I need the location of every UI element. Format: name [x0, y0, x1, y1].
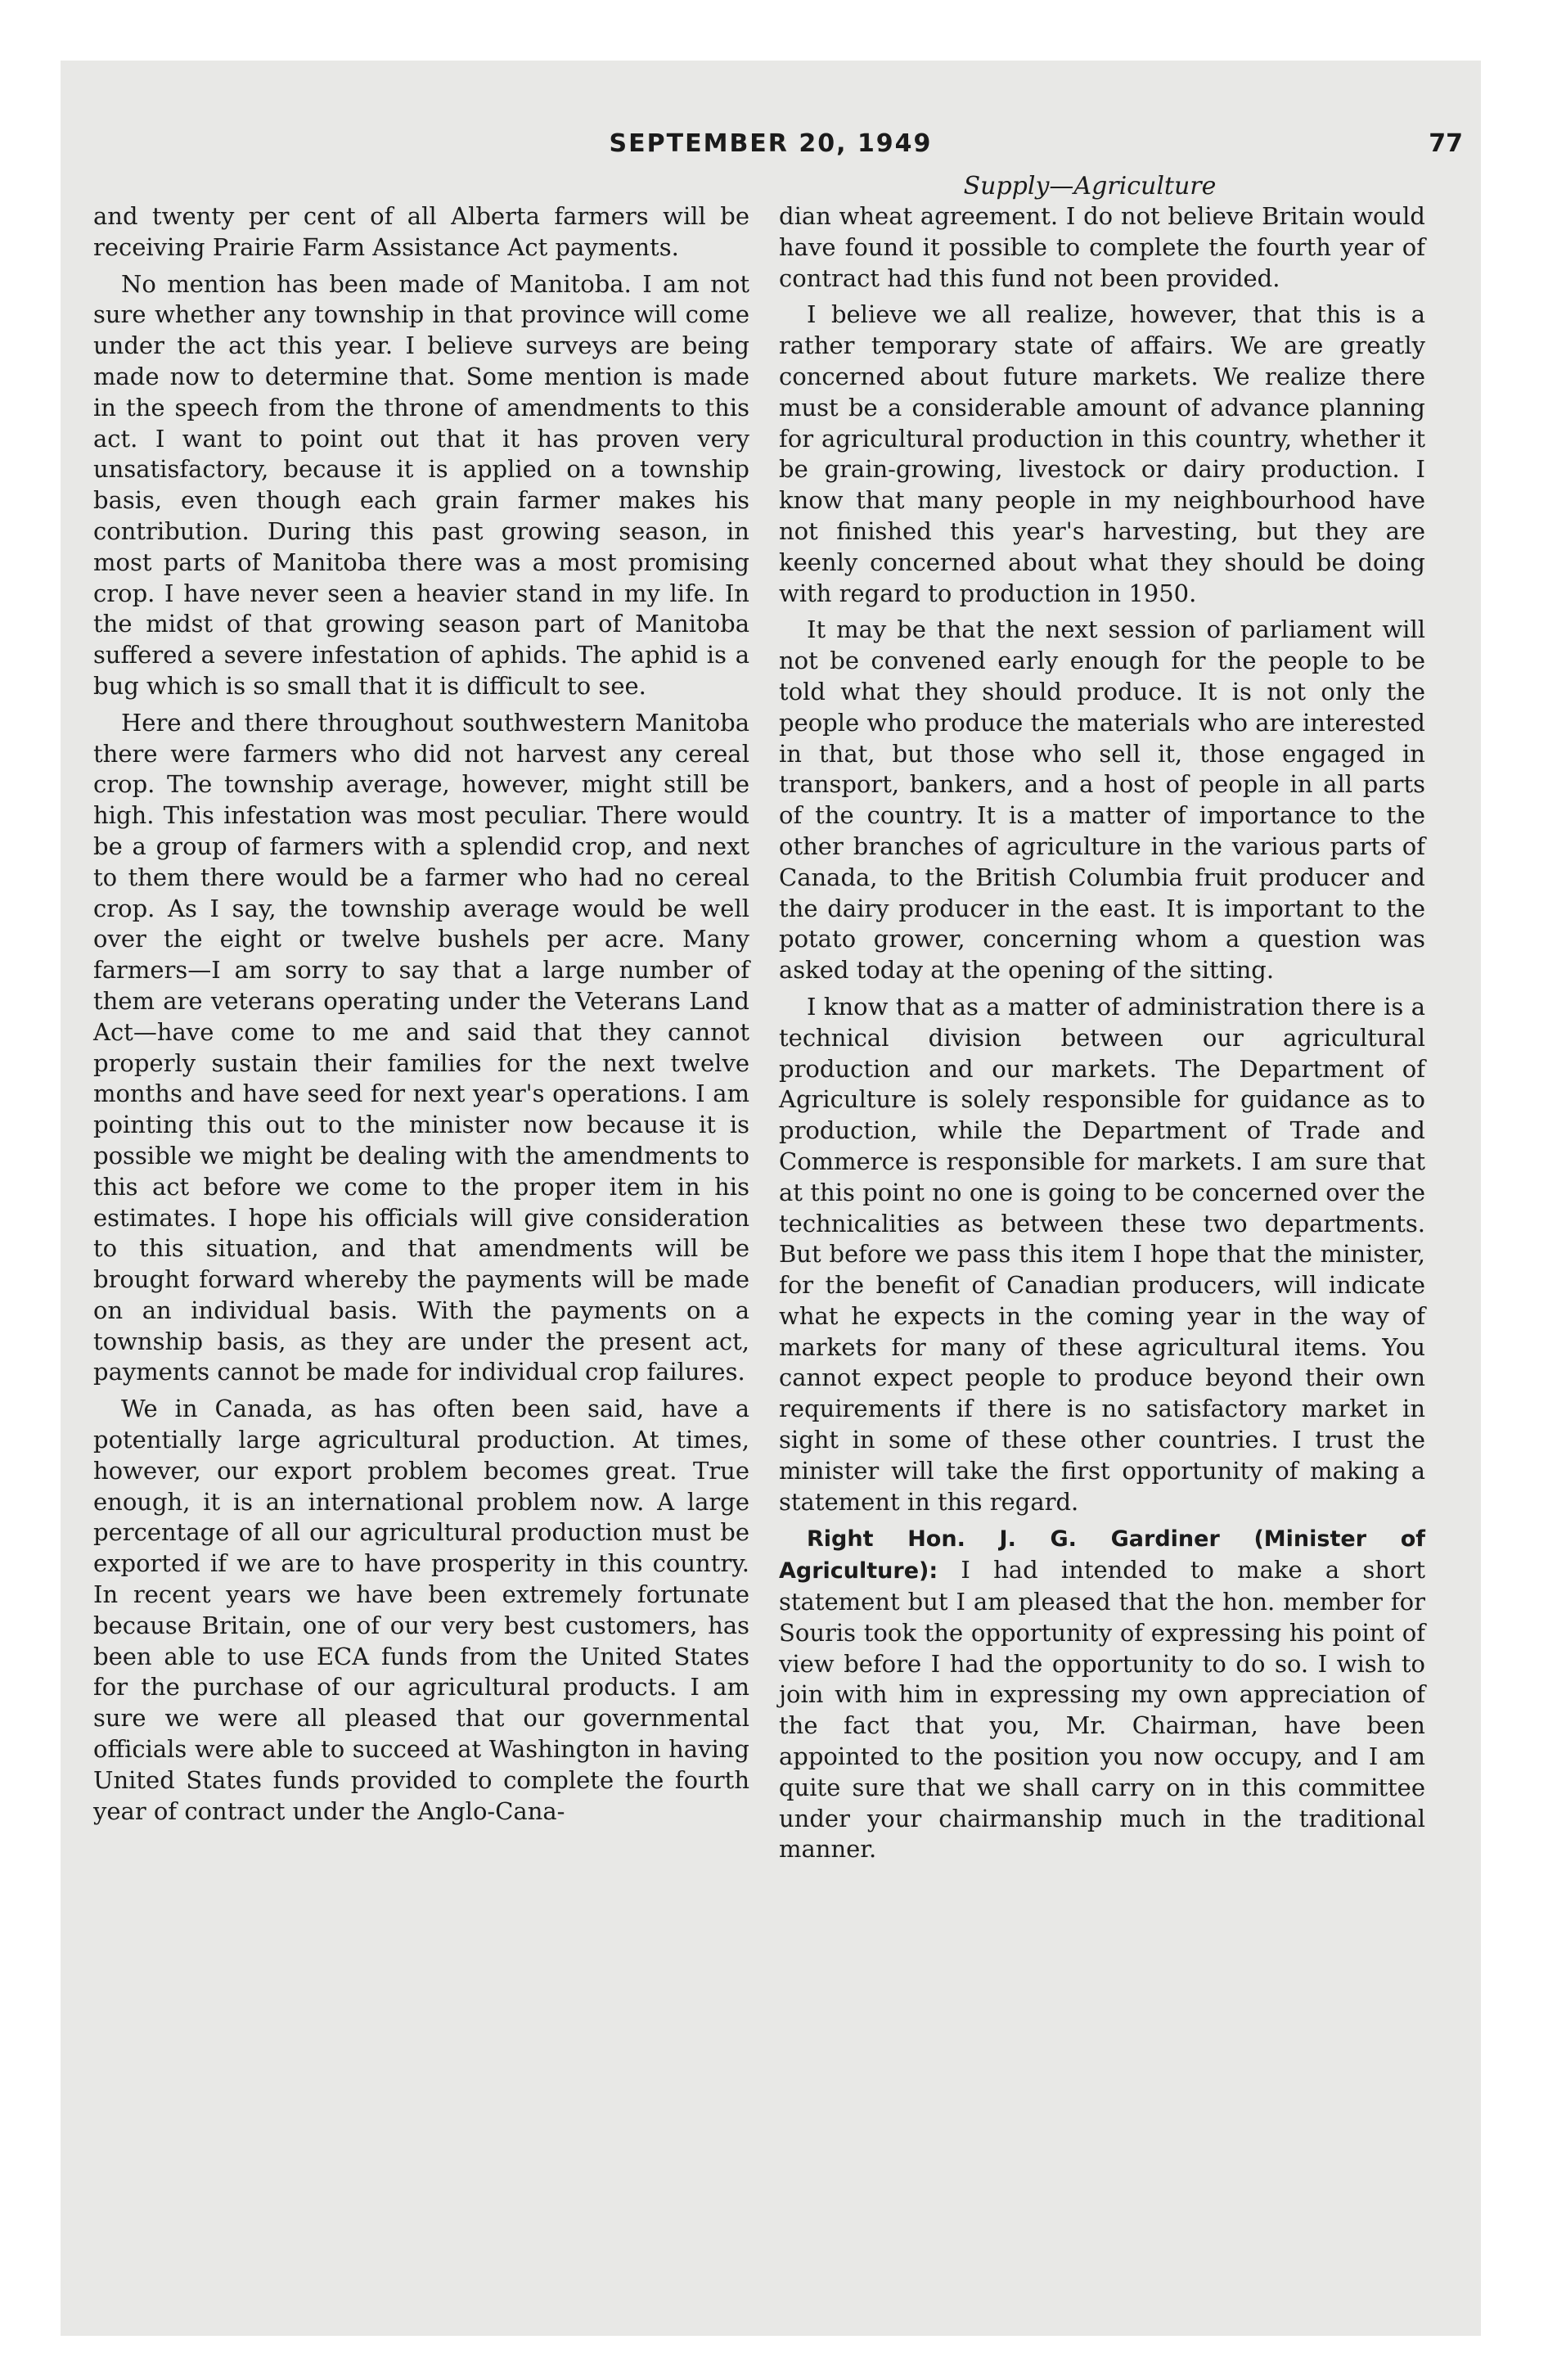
paragraph: We in Canada, as has often been said, have a potentially large agricultural production. At times, however, our export problem becomes great. True enough, it is an international problem now. A large percentage of all our agricultural production must be exported if we are to have prosperity in this country. In recent years we have been extremely fortunate because Britain, one of our very best customers, has been able to use ECA funds from the United States for the purchase of our agricultural products. I am sure we were all pleased that our governmental officials were able to succeed at Washington in having United States funds provided to complete the fourth year of contract under the Anglo-Cana-: [93, 1395, 749, 1825]
speaker-name: Right Hon. J. G. Gardiner (Minister of Agriculture):: [779, 1526, 1425, 1584]
running-title: Supply—Agriculture: [963, 172, 1217, 201]
page-header: [61, 129, 1481, 167]
paragraph: dian wheat agreement. I do not believe Britain would have found it possible to complete the fourth year of contract had this fund not been provided.: [779, 202, 1425, 292]
paragraph: I believe we all realize, however, that this is a rather temporary state of affairs. We are greatly concerned about future markets. We realize there must be a considerable amount of advance planning for agricultural production in this country, whether it be grain-growing, livestock or dairy production. I know that many people in my neighbourhood have not finished this year's harvesting, but they are keenly concerned about what they should be doing with regard to production in 1950.: [779, 300, 1425, 607]
paragraph: and twenty per cent of all Alberta farmers will be receiving Prairie Farm Assistance Act payments.: [93, 202, 749, 261]
paragraph: I know that as a matter of administration there is a technical division between our agricultural production and our markets. The Department of Agriculture is solely responsible for guidance as to production, while the Department of Trade and Commerce is responsible for markets. I am sure that at this point no one is going to be concerned over the technicalities as between these two departments. But before we pass this item I hope that the minister, for the benefit of Canadian producers, will indicate what he expects in the coming year in the way of markets for many of these agricultural items. You cannot expect people to produce beyond their own requirements if there is no satisfactory market in sight in some of these other countries. I trust the minister will take the first opportunity of making a statement in this regard.: [779, 992, 1425, 1516]
speech-paragraph: [779, 1523, 1425, 1865]
left-column: [93, 201, 749, 1832]
header-date: SEPTEMBER 20, 1949: [609, 129, 933, 158]
page-number: 77: [1429, 129, 1463, 158]
document-page: [61, 61, 1481, 2336]
paragraph: It may be that the next session of parliament will not be convened early enough for the people to be told what they should produce. It is not only the people who produce the materials who are interested in that, but those who sell it, those engaged in transport, bankers, and a host of people in all parts of the country. It is a matter of importance to the other branches of agriculture in the various parts of Canada, to the British Columbia fruit producer and the dairy producer in the east. It is important to the potato grower, concerning whom a question was asked today at the opening of the sitting.: [779, 615, 1425, 985]
right-column: [779, 201, 1425, 1871]
paragraph: No mention has been made of Manitoba. I am not sure whether any township in that province will come under the act this year. I believe surveys are being made now to determine that. Some mention is made in the speech from the throne of amendments to this act. I want to point out that it has proven very unsatisfactory, because it is applied on a township basis, even though each grain farmer makes his contribution. During this past growing season, in most parts of Manitoba there was a most promising crop. I have never seen a heavier stand in my life. In the midst of that growing season part of Manitoba suffered a severe infestation of aphids. The aphid is a bug which is so small that it is difficult to see.: [93, 269, 749, 700]
paragraph: Here and there throughout southwestern Manitoba there were farmers who did not harvest any cereal crop. The township average, however, might still be high. This infestation was most peculiar. There would be a group of farmers with a splendid crop, and next to them there would be a farmer who had no cereal crop. As I say, the township average would be well over the eight or twelve bushels per acre. Many farmers—I am sorry to say that a large number of them are veterans operating under the Veterans Land Act—have come to me and said that they cannot properly sustain their families for the next twelve months and have seed for next year's operations. I am pointing this out to the minister now because it is possible we might be dealing with the amendments to this act before we come to the proper item in his estimates. I hope his officials will give consideration to this situation, and that amendments will be brought forward whereby the payments will be made on an individual basis. With the payments on a township basis, as they are under the present act, payments cannot be made for individual crop failures.: [93, 708, 749, 1386]
speech-text: I had intended to make a short statement but I am pleased that the hon. member for Souris took the opportunity of expressing his point of view before I had the opportunity to do so. I wish to join with him in expressing my own appreciation of the fact that you, Mr. Chairman, have been appointed to the position you now occupy, and I am quite sure that we shall carry on in this committee under your chairmanship much in the traditional manner.: [779, 1556, 1425, 1864]
